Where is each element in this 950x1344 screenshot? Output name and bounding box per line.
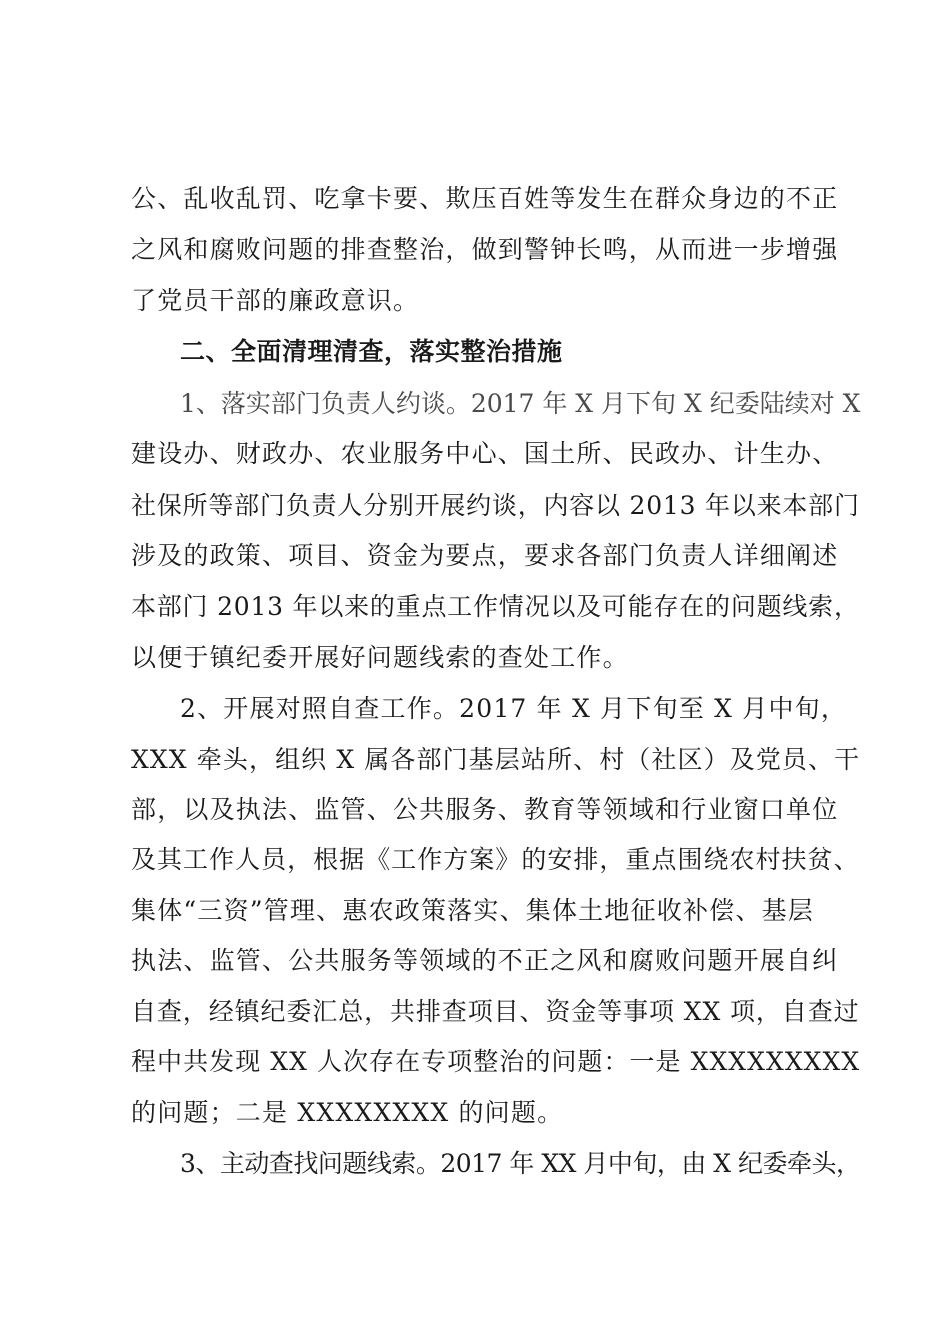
- text-line: 3、主动查找问题线索。2017 年 XX 月中旬，由 X 纪委牵头，: [180, 1149, 861, 1178]
- text-line: XXX 牵头，组织 X 属各部门基层站所、村（社区）及党员、干: [131, 745, 861, 774]
- text-line: 的问题；二是 XXXXXXXX 的问题。: [131, 1098, 564, 1127]
- text-line: 本部门 2013 年以来的重点工作情况以及可能存在的问题线索，: [131, 592, 860, 621]
- text-line: 部，以及执法、监管、公共服务、教育等领域和行业窗口单位: [131, 795, 839, 824]
- text-line: 涉及的政策、项目、资金为要点，要求各部门负责人详细阐述: [131, 541, 839, 570]
- text-line: 及其工作人员，根据《工作方案》的安排，重点围绕农村扶贫、: [131, 845, 860, 874]
- text-line: 社保所等部门负责人分别开展约谈，内容以 2013 年以来本部门: [131, 491, 860, 520]
- text-line: 1、落实部门负责人约谈。2017 年 X 月下旬 X 纪委陆续对 X: [180, 389, 861, 418]
- text-line: 公、乱收乱罚、吃拿卡要、欺压百姓等发生在群众身边的不正: [131, 184, 839, 213]
- text-line: 程中共发现 XX 人次存在专项整治的问题：一是 XXXXXXXXX: [131, 1047, 861, 1076]
- text-line: 了党员干部的廉政意识。: [131, 286, 420, 315]
- text-line: 集体“三资”管理、惠农政策落实、集体土地征收补偿、基层: [131, 896, 814, 925]
- section-heading: 二、全面清理清查，落实整治措施: [180, 337, 563, 366]
- text-line: 之风和腐败问题的排查整治，做到警钟长鸣，从而进一步增强: [131, 235, 839, 264]
- text-line: 自查，经镇纪委汇总，共排查项目、资金等事项 XX 项，自查过: [131, 997, 860, 1026]
- text-line: 执法、监管、公共服务等领域的不正之风和腐败问题开展自纠: [131, 946, 839, 975]
- text-line: 以便于镇纪委开展好问题线索的查处工作。: [131, 643, 629, 672]
- text-line: 2、开展对照自查工作。2017 年 X 月下旬至 X 月中旬，: [180, 694, 848, 723]
- text-line: 建设办、财政办、农业服务中心、国土所、民政办、计生办、: [131, 439, 839, 468]
